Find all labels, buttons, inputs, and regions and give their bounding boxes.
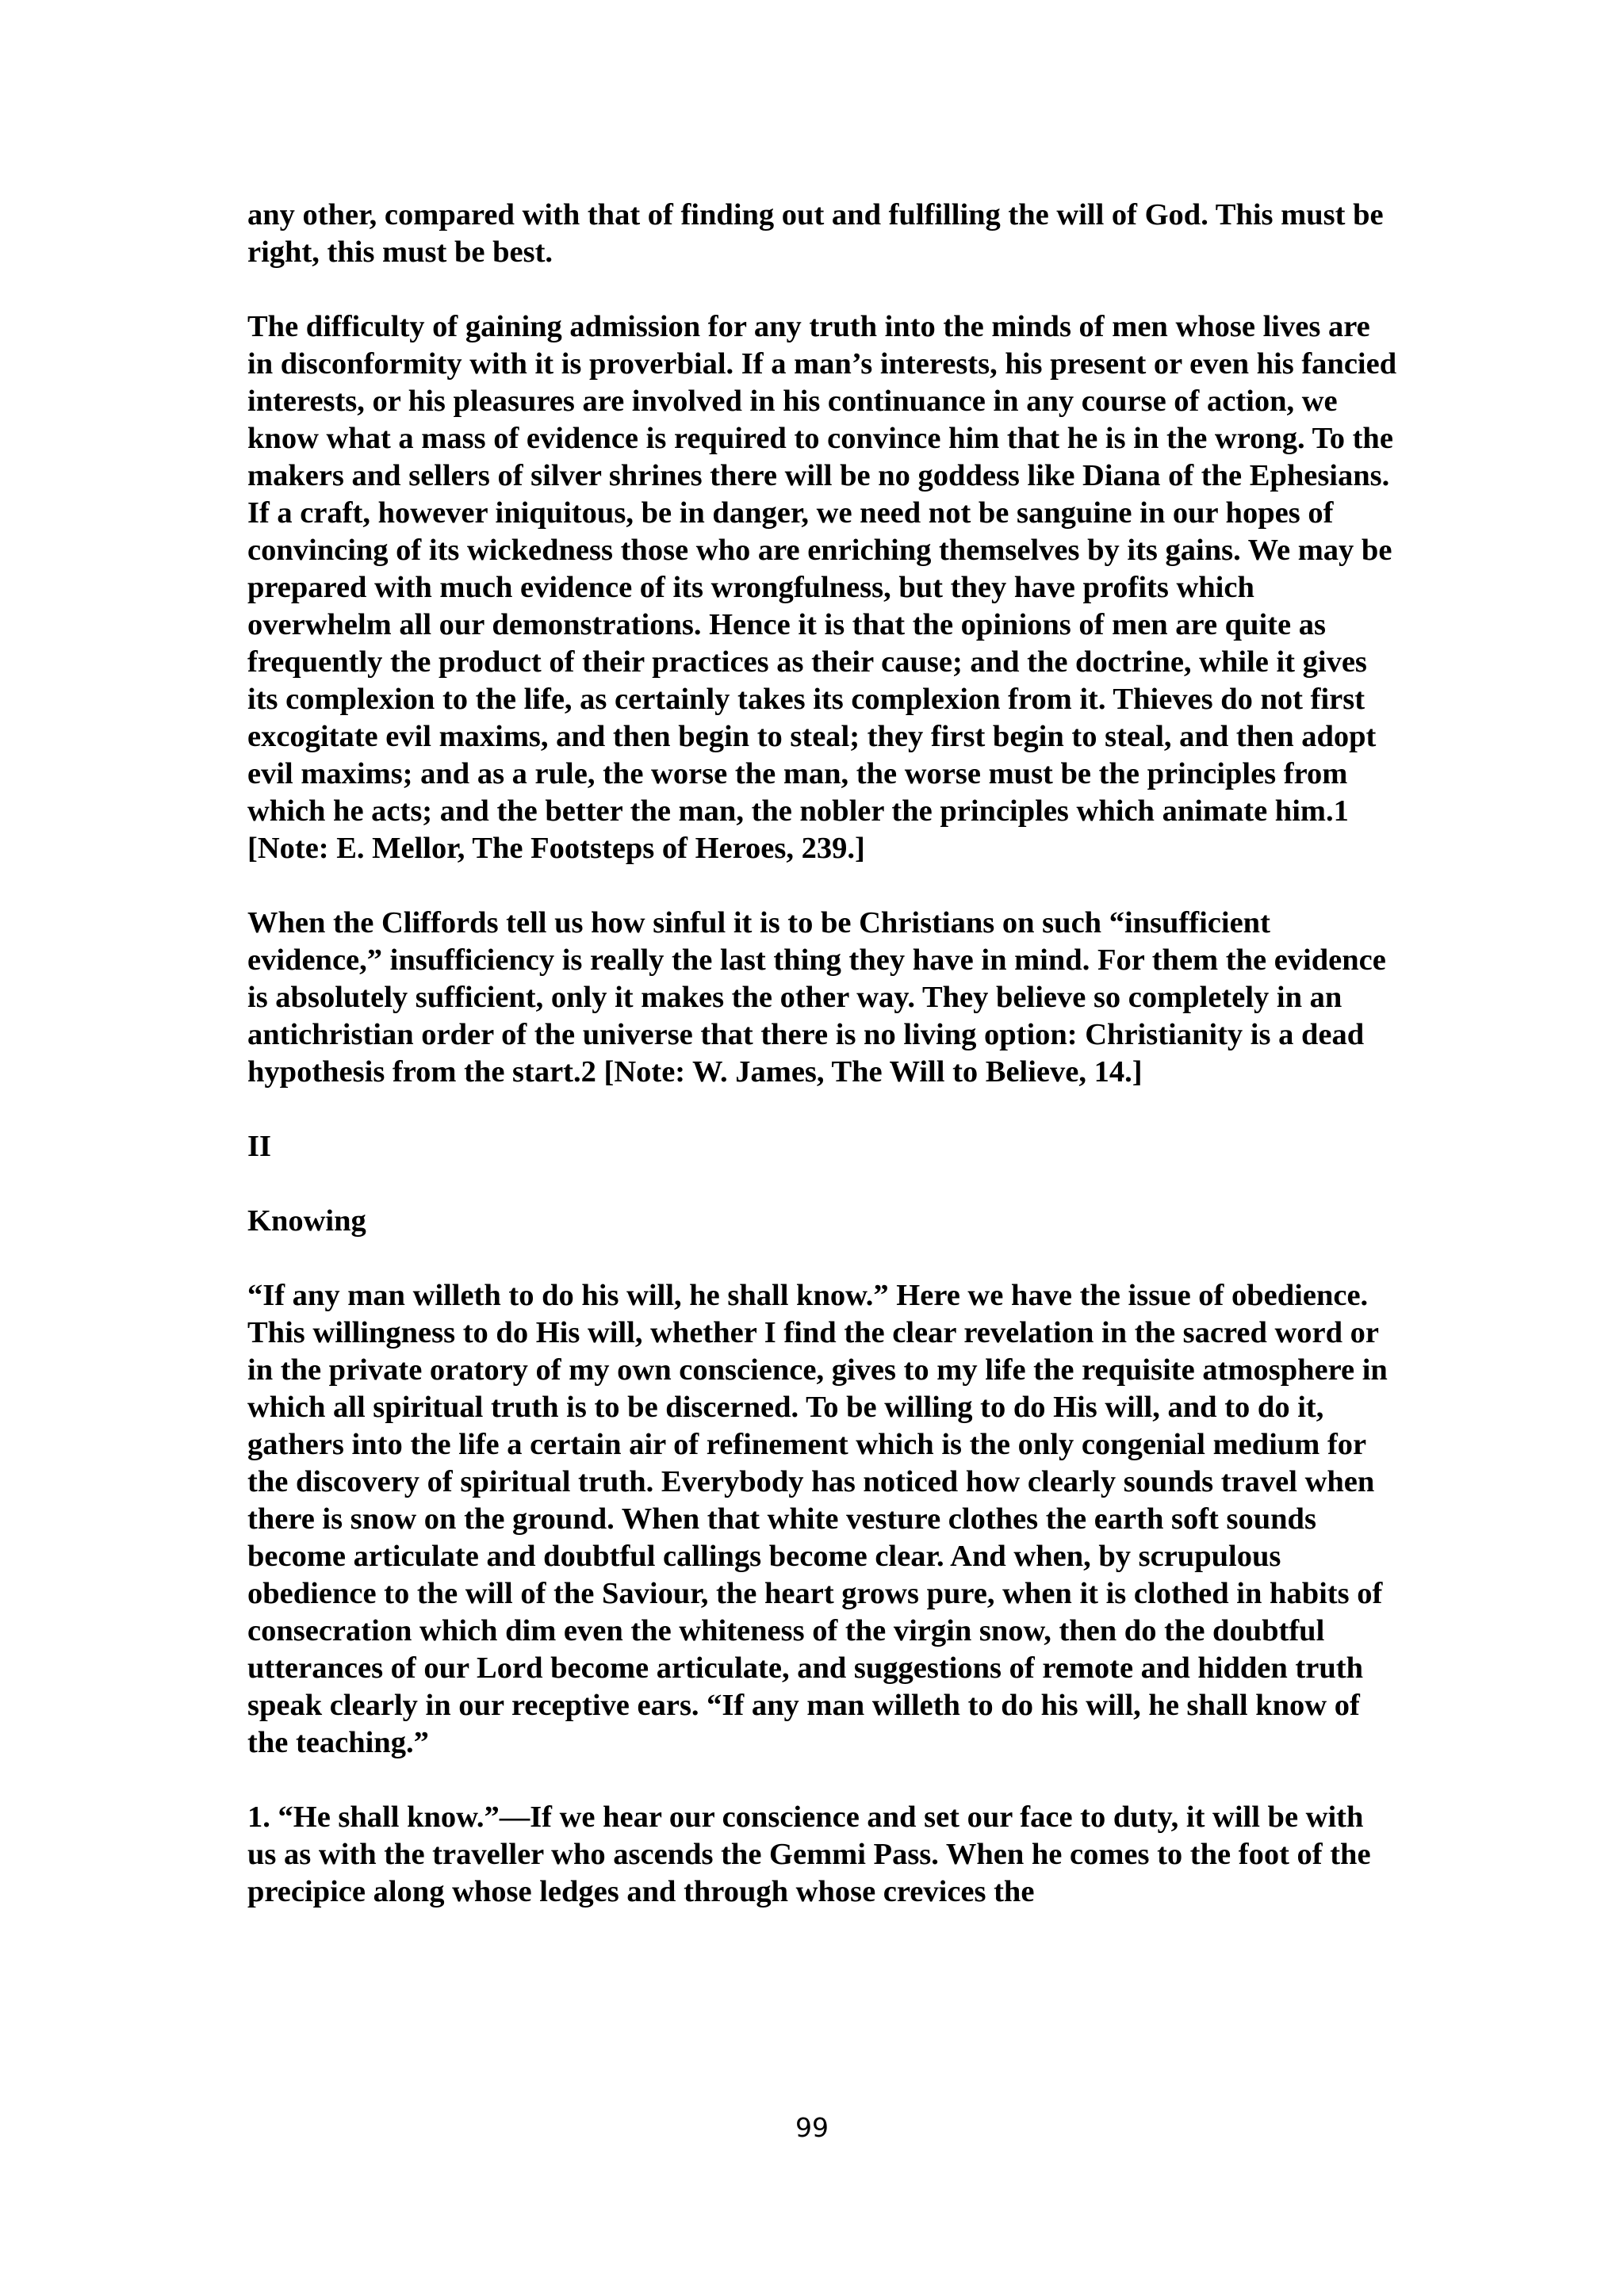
paragraph-knowing: “If any man willeth to do his will, he shall know.” Here we have the issue of obedience. This willingness to do His will, whether I find the clear revelation in the sacred word or in the private oratory of my own conscience, gives to my life the requisite atmosphere in which all spiritual truth is to be discerned. To be willing to do His will, and to do it, gathers into the life a certain air of refinement which is the only congenial medium for the discovery of spiritual truth. Everybody has noticed how clearly sounds travel when there is snow on the ground. When that white vesture clothes the earth soft sounds become articulate and doubtful callings become clear. And when, by scrupulous obedience to the will of the Saviour, the heart grows pure, when it is clothed in habits of consecration which dim even the whiteness of the virgin snow, then do the doubtful utterances of our Lord become articulate, and suggestions of remote and hidden truth speak clearly in our receptive ears. “If any man willeth to do his will, he shall know of the teaching.” bbox=[247, 1279, 1388, 1759]
section-title: Knowing bbox=[247, 1204, 366, 1238]
paragraph-james-quote: When the Cliffords tell us how sinful it is to be Christians on such “insufficient evidence,” insufficiency is really the last thing they have in mind. For them the evidence is absolutely sufficient, only it makes the other way. They believe so completely in an antichristian order of the universe that there is no living option: Christianity is a dead hypothesis from the start.2 [Note: W. James, The Will to Believe, 14.] bbox=[247, 906, 1386, 1089]
paragraph-he-shall-know: 1. “He shall know.”—If we hear our conscience and set our face to duty, it will be with us as with the traveller who ascends the Gemmi Pass. When he comes to the foot of the precipice along whose ledges and through whose crevices the bbox=[247, 1800, 1371, 1908]
page-body bbox=[247, 197, 1397, 1948]
paragraph-mellor-quote: The difficulty of gaining admission for any truth into the minds of men whose lives are in disconformity with it is proverbial. If a man’s interests, his present or even his fancied interests, or his pleasures are involved in his continuance in any course of action, we know what a mass of evidence is required to convince him that he is in the wrong. To the makers and sellers of silver shrines there will be no goddess like Diana of the Ephesians. If a craft, however iniquitous, be in danger, we need not be sanguine in our hopes of convincing of its wickedness those who are enriching themselves by its gains. We may be prepared with much evidence of its wrongfulness, but they have profits which overwhelm all our demonstrations. Hence it is that the opinions of men are quite as frequently the product of their practices as their cause; and the doctrine, while it gives its complexion to the life, as certainly takes its complexion from it. Thieves do not first excogitate evil maxims, and then begin to steal; they first begin to steal, and then adopt evil maxims; and as a rule, the worse the man, the worse must be the principles from which he acts; and the better the man, the nobler the principles which animate him.1 [Note: E. Mellor, The Footsteps of Heroes, 239.] bbox=[247, 310, 1397, 865]
section-number: II bbox=[247, 1130, 271, 1163]
paragraph-continuation: any other, compared with that of finding out and fulfilling the will of God. This must be right, this must be best. bbox=[247, 198, 1384, 269]
page-number: 99 bbox=[795, 2112, 829, 2143]
